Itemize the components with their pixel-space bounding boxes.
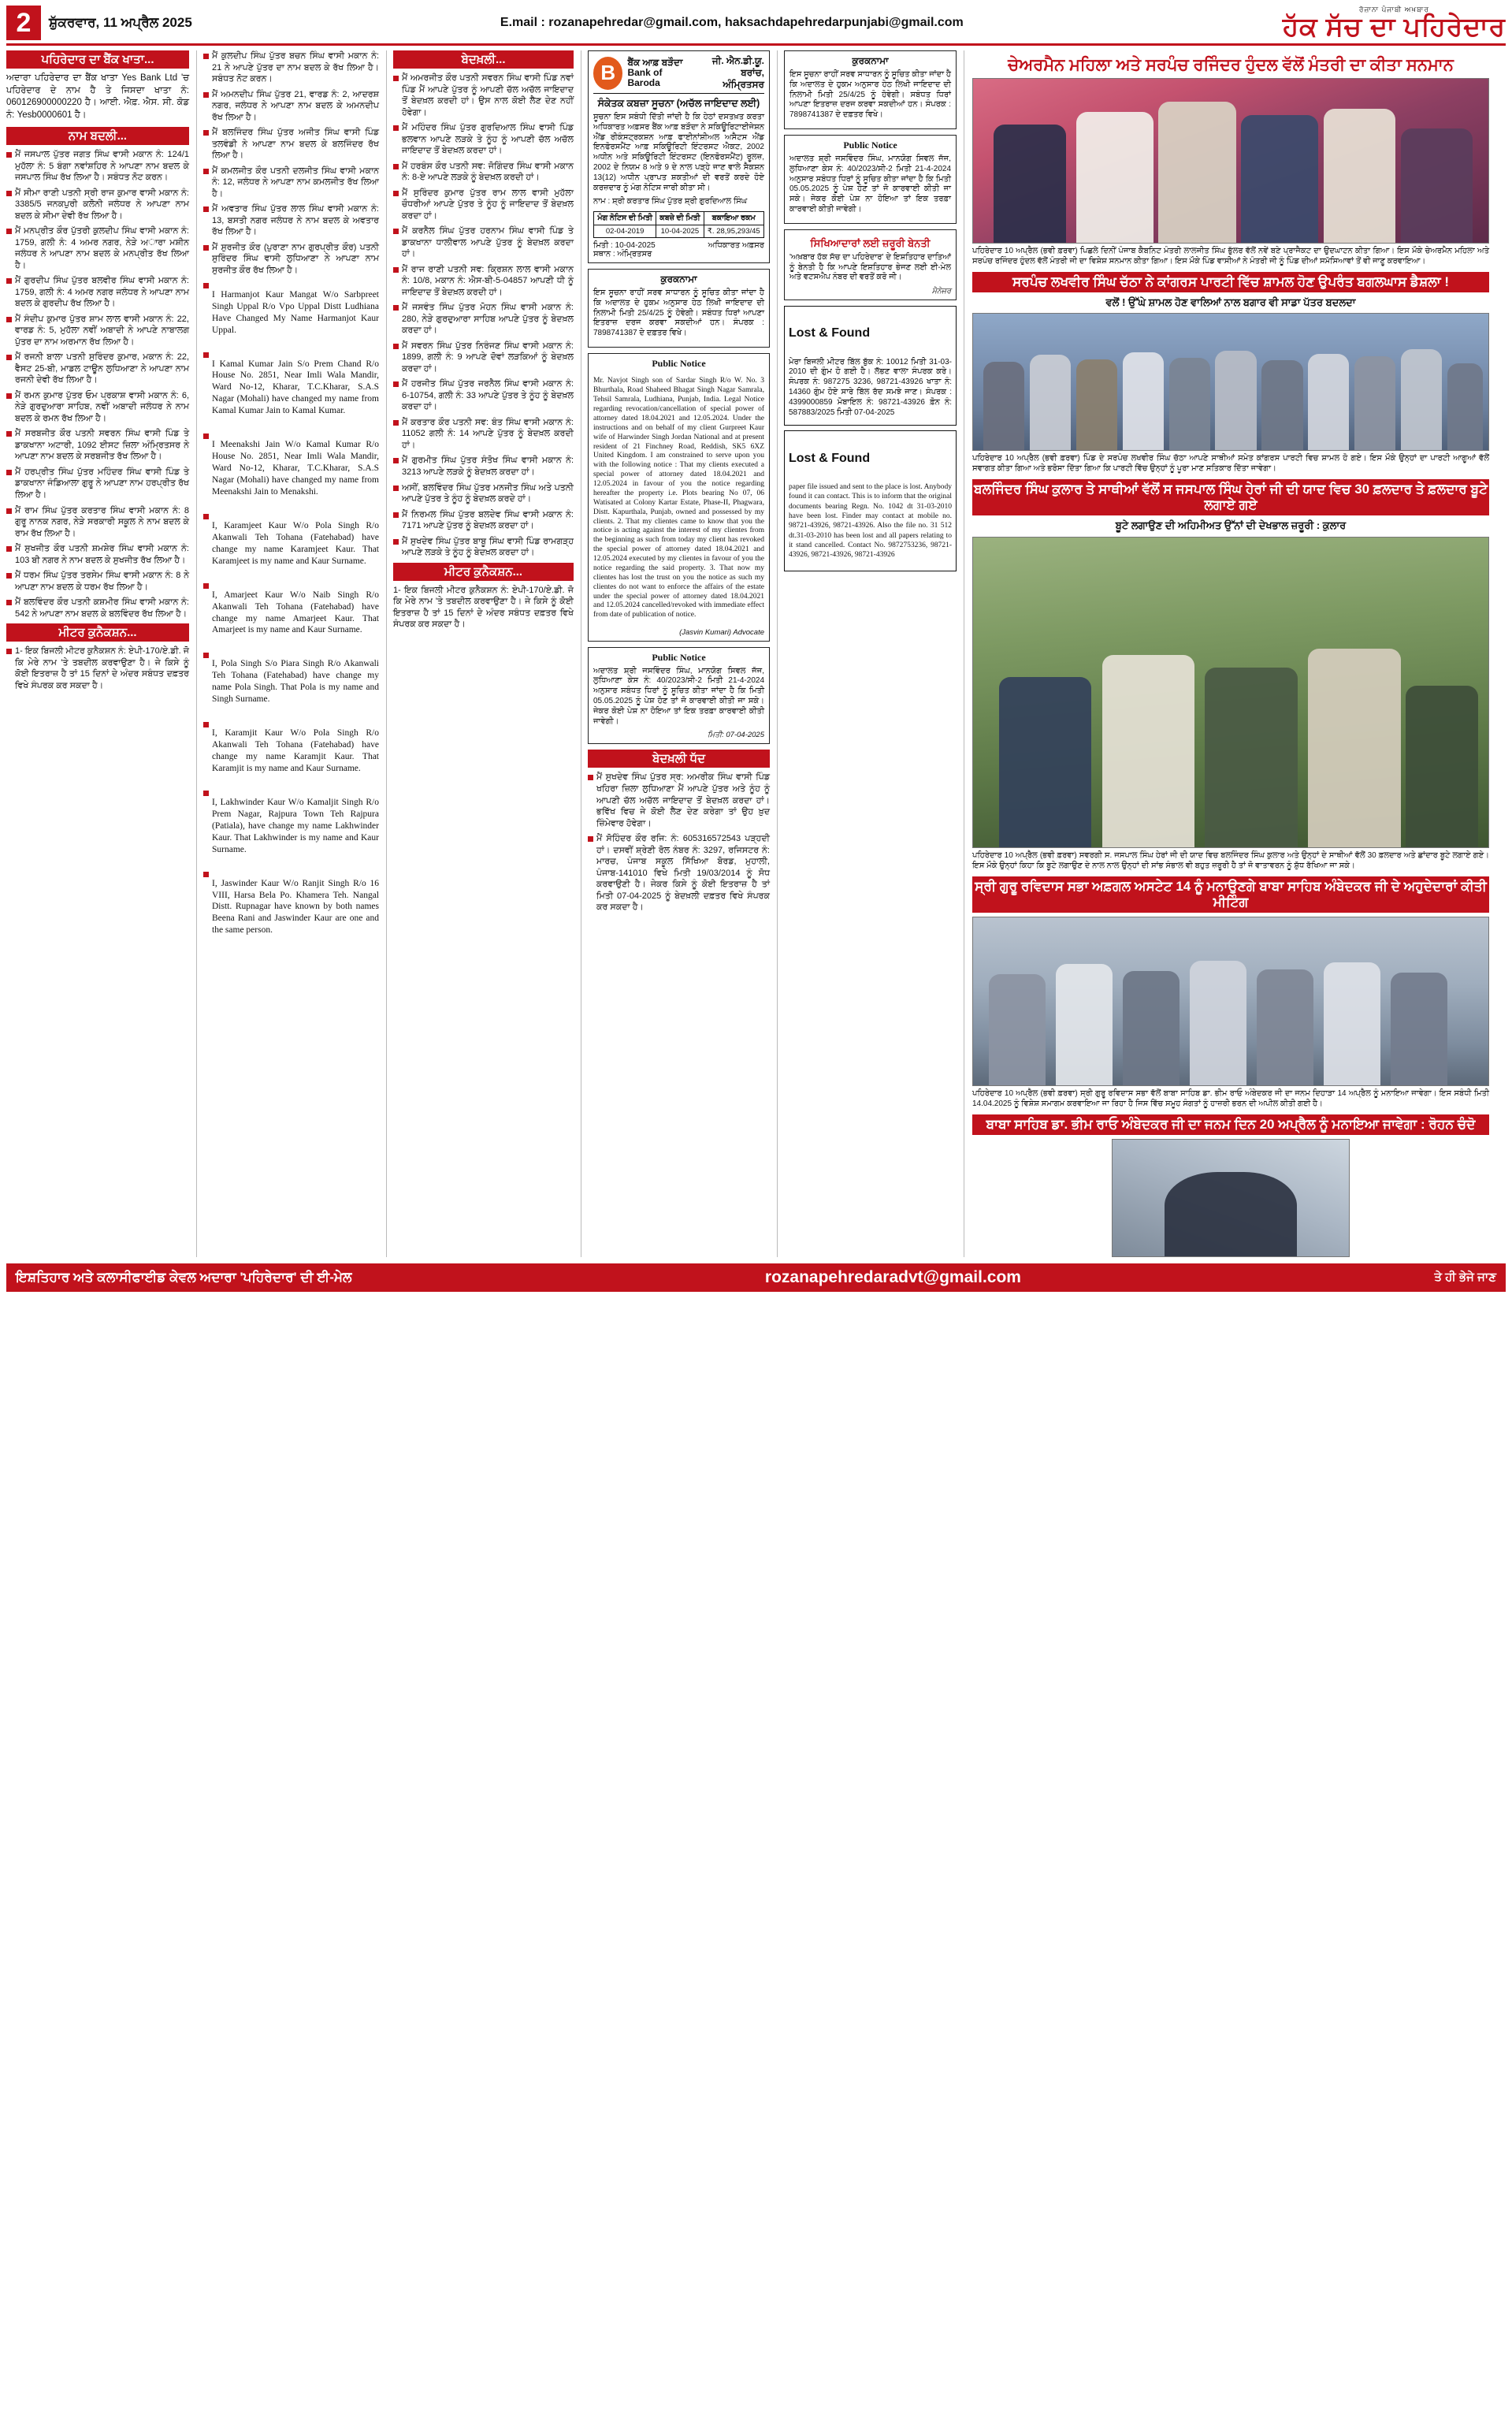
- bullet-icon: [6, 152, 12, 158]
- list-item: ਮੈਂ ਸੁਖਜੀਤ ਕੌਰ ਪਤਨੀ ਸ਼ਮਸ਼ੇਰ ਸਿੰਘ ਵਾਸੀ ਮਕਾਨ ਨੰ: 103 ਬੀ ਨਗਰ ਨੇ ਨਾਮ ਬਦਲ ਕੇ ਸੁਖਜੀਤ ਰੱਖ ਲਿਆ ਹੈ।: [6, 543, 189, 566]
- bullet-icon: [6, 649, 12, 654]
- advertiser-request-sign: ਮੈਨੇਜਰ: [931, 287, 951, 296]
- photo-figures: [973, 79, 1488, 243]
- page-number-badge: 2: [6, 6, 41, 40]
- public-notice-1: [588, 353, 770, 642]
- notice-body: ਅਦਾਲਤ ਸ਼੍ਰੀ ਜਸਵਿੰਦਰ ਸਿੰਘ, ਮਾਨਯੋਗ ਸਿਵਲ ਜੱਜ, ਲੁਧਿਆਣਾ ਕੇਸ ਨੰ: 40/2023/ਸੀ-2 ਮਿਤੀ 21-4-2024 ਅਨੁਸਾਰ ਸਬੰਧਤ ਧਿਰਾਂ ਨੂੰ ਸੂਚਿਤ ਕੀਤਾ ਜਾਂਦਾ ਹੈ ਕਿ ਮਿਤੀ 05.05.2025 ਨੂੰ ਪੇਸ਼ ਹੋਣ ਤਾਂ ਜੋ ਕਾਰਵਾਈ ਕੀਤੀ ਜਾ ਸਕੇ। ਜੇਕਰ ਕੋਈ ਪੇਸ਼ ਨਾ ਹੋਇਆ ਤਾਂ ਇਕ ਤਰਫ਼ਾ ਕਾਰਵਾਈ ਕੀਤੀ ਜਾਵੇਗੀ।: [593, 666, 764, 726]
- list-item: ਮੈਂ ਸੁਖਦੇਵ ਸਿੰਘ ਪੁੱਤਰ ਬਾਬੂ ਸਿੰਘ ਵਾਸੀ ਪਿੰਡ ਰਾਮਗੜ੍ਹ ਆਪਣੇ ਲੜਕੇ ਤੇ ਨੂੰਹ ਨੂੰ ਬੇਦਖ਼ਲ ਕਰਦਾ ਹਾਂ।: [393, 536, 574, 559]
- bank-notice-body: ਸੂਚਨਾ ਇਸ ਸਬੰਧੀ ਦਿੱਤੀ ਜਾਂਦੀ ਹੈ ਕਿ ਹੇਠਾਂ ਦਸਤਖ਼ਤ ਕਰਤਾ ਅਧਿਕਾਰਤ ਅਫ਼ਸਰ ਬੈਂਕ ਆਫ਼ ਬੜੌਦਾ ਨੇ ਸਕਿਊਰਿਟਾਈਜੇਸ਼ਨ ਐਂਡ ਰੀਕੰਸਟ੍ਰਕਸ਼ਨ ਆਫ਼ ਫਾਈਨਾਂਸ਼ੀਅਲ ਅਸੈਟਸ ਐਂਡ ਇਨਫੋਰਸਮੈਂਟ ਆਫ਼ ਸਕਿਊਰਿਟੀ ਇੰਟਰਸਟ ਐਕਟ, 2002 ਅਧੀਨ ਅਤੇ ਸਕਿਊਰਿਟੀ ਇੰਟਰਸਟ (ਇਨਫੋਰਸਮੈਂਟ) ਰੂਲਜ਼, 2002 ਦੇ ਨਿਯਮ 8 ਅਤੇ 9 ਦੇ ਨਾਲ ਪੜ੍ਹੇ ਜਾਣ ਵਾਲੇ ਸੈਕਸ਼ਨ 13(12) ਅਧੀਨ ਪ੍ਰਾਪਤ ਸ਼ਕਤੀਆਂ ਦੀ ਵਰਤੋਂ ਕਰਦੇ ਹੋਏ ਕਰਜ਼ਦਾਰ ਨੂੰ ਮੰਗ ਨੋਟਿਸ ਜਾਰੀ ਕੀਤਾ ਸੀ।: [593, 113, 764, 192]
- bank-name-en: Bank of Baroda: [627, 66, 663, 89]
- col-possession-date: ਕਬਜ਼ੇ ਦੀ ਮਿਤੀ: [656, 212, 704, 225]
- photo-figures: [1113, 1140, 1349, 1256]
- story-1-headline: ਸਰਪੰਚ ਲਖਵੀਰ ਸਿੰਘ ਚੱਠਾ ਨੇ ਕਾਂਗਰਸ ਪਾਰਟੀ ਵਿੱਚ ਸ਼ਾਮਲ ਹੋਣ ਉਪਰੰਤ ਬਗਲਘਾਸ ਡੈਸ਼ਲਾ !: [972, 272, 1489, 292]
- bullet-icon: [203, 583, 209, 589]
- list-item-en: I Harmanjot Kaur Mangat W/o Sarbpreet Singh Uppal R/o Vpo Uppal Distt Ludhiana Have Changed My Name Harmanjot Kaur Uppal.: [203, 280, 379, 345]
- masthead-email: E.mail : rozanapehredar@gmail.com, haksachdapehredarpunjabi@gmail.com: [500, 15, 964, 29]
- list-item: ਮੈਂ ਬਲਜਿੰਦਰ ਸਿੰਘ ਪੁੱਤਰ ਅਜੀਤ ਸਿੰਘ ਵਾਸੀ ਪਿੰਡ ਤਲਵੰਡੀ ਨੇ ਆਪਣਾ ਨਾਮ ਬਦਲ ਕੇ ਬਲਜਿੰਦਰ ਰੱਖ ਲਿਆ ਹੈ।: [203, 127, 379, 162]
- bullet-icon: [393, 420, 399, 426]
- bullet-icon: [6, 355, 12, 360]
- bullet-icon: [393, 486, 399, 491]
- logo-text: ਹੱਕ ਸੱਚ ਦਾ ਪਹਿਰੇਦਾਰ: [1282, 11, 1506, 41]
- list-item: ਮੈਂ ਸਵਰਨ ਸਿੰਘ ਪੁੱਤਰ ਨਿਰੰਜਣ ਸਿੰਘ ਵਾਸੀ ਮਕਾਨ ਨੰ: 1899, ਗਲੀ ਨੰ: 9 ਆਪਣੇ ਦੋਵਾਂ ਲੜਕਿਆਂ ਨੂੰ ਬੇਦਖ਼ਲ ਕਰਦਾ ਹਾਂ।: [393, 340, 574, 375]
- bullet-icon: [6, 573, 12, 579]
- list-item-en: I, Karamjit Kaur W/o Pola Singh R/o Akanwali Teh Tohana (Fatehabad) have change my name Karamjit Kaur. That Karamjit is my name and Kaur Surname.: [203, 719, 379, 784]
- lost-found-title: Lost & Found: [789, 326, 871, 340]
- list-item: ਮੈਂ ਰਜਨੀ ਬਾਲਾ ਪਤਨੀ ਸੁਰਿੰਦਰ ਕੁਮਾਰ, ਮਕਾਨ ਨੰ: 22, ਵੈਸਟ 25-ਬੀ, ਮਾਡਲ ਟਾਊਨ ਲੁਧਿਆਣਾ ਨੇ ਆਪਣਾ ਨਾਮ ਰਜਨੀ ਦੇਵੀ ਰੱਖ ਲਿਆ ਹੈ।: [6, 352, 189, 386]
- masthead: [6, 5, 1506, 46]
- page-footer: [6, 1263, 1506, 1292]
- bullet-icon: [203, 54, 209, 59]
- lost-and-found-en: [784, 430, 957, 571]
- list-item: ਮੈਂ ਜਸਵੰਤ ਸਿੰਘ ਪੁੱਤਰ ਮੋਹਨ ਸਿੰਘ ਵਾਸੀ ਮਕਾਨ ਨੰ: 280, ਨੇੜੇ ਗੁਰਦੁਆਰਾ ਸਾਹਿਬ ਆਪਣੇ ਪੁੱਤਰ ਨੂੰ ਬੇਦਖ਼ਲ ਕਰਦਾ ਹਾਂ।: [393, 302, 574, 337]
- bank-name-pa: ਬੈਂਕ ਆਫ਼ ਬੜੌਦਾ: [627, 56, 683, 68]
- story-4-photo: [1112, 1139, 1350, 1257]
- list-item: ਮੈਂ ਅਮਨਦੀਪ ਸਿੰਘ ਪੁੱਤਰ 21, ਵਾਰਡ ਨੰ: 2, ਆਦਰਸ਼ ਨਗਰ, ਜਲੰਧਰ ਨੇ ਆਪਣਾ ਨਾਮ ਬਦਲ ਕੇ ਅਮਨਦੀਪ ਰੱਖ ਲਿਆ ਹੈ।: [203, 89, 379, 124]
- notice-title: ਕੁਰਕਨਾਮਾ: [852, 55, 889, 66]
- list-item: ਮੈਂ ਹਰਬੰਸ ਕੌਰ ਪਤਨੀ ਸਵ: ਜੋਗਿੰਦਰ ਸਿੰਘ ਵਾਸੀ ਮਕਾਨ ਨੰ: 8-ਏ ਆਪਣੇ ਲੜਕੇ ਨੂੰ ਬੇਦਖ਼ਲ ਕਰਦੀ ਹਾਂ।: [393, 161, 574, 184]
- list-item: ਮੈਂ ਸੁਰਿੰਦਰ ਕੁਮਾਰ ਪੁੱਤਰ ਰਾਮ ਲਾਲ ਵਾਸੀ ਮੁਹੱਲਾ ਚੌਧਰੀਆਂ ਆਪਣੇ ਪੁੱਤਰ ਤੇ ਨੂੰਹ ਨੂੰ ਜਾਇਦਾਦ ਤੋਂ ਬੇਦਖ਼ਲ ਕਰਦਾ ਹਾਂ।: [393, 188, 574, 222]
- list-item: ਮੈਂ ਸੰਦੀਪ ਕੁਮਾਰ ਪੁੱਤਰ ਸ਼ਾਮ ਲਾਲ ਵਾਸੀ ਮਕਾਨ ਨੰ: 22, ਵਾਰਡ ਨੰ: 5, ਮੁਹੱਲਾ ਨਵੀਂ ਅਬਾਦੀ ਨੇ ਆਪਣੇ ਨਾਬਾਲਗ ਪੁੱਤਰ ਦਾ ਨਾਮ ਅਰਮਾਨ ਰੱਖ ਲਿਆ ਹੈ।: [6, 314, 189, 348]
- list-item: ਮੈਂ ਬਲਵਿੰਦਰ ਕੌਰ ਪਤਨੀ ਕਸ਼ਮੀਰ ਸਿੰਘ ਵਾਸੀ ਮਕਾਨ ਨੰ: 542 ਨੇ ਆਪਣਾ ਨਾਮ ਬਦਲ ਕੇ ਬਲਵਿੰਦਰ ਰੱਖ ਲਿਆ ਹੈ।: [6, 597, 189, 619]
- list-item: ਮੈਂ ਰਮਨ ਕੁਮਾਰ ਪੁੱਤਰ ਓਮ ਪ੍ਰਕਾਸ਼ ਵਾਸੀ ਮਕਾਨ ਨੰ: 6, ਨੇੜੇ ਗੁਰਦੁਆਰਾ ਸਾਹਿਬ, ਨਵੀਂ ਅਬਾਦੀ ਜਲੰਧਰ ਨੇ ਨਾਮ ਬਦਲ ਕੇ ਰਮਨ ਰੱਖ ਲਿਆ ਹੈ।: [6, 390, 189, 425]
- bank-signature: ਅਧਿਕਾਰਤ ਅਫ਼ਸਰ: [708, 240, 764, 250]
- bank-notice-table: [593, 211, 764, 238]
- bullet-icon: [393, 191, 399, 196]
- bullet-icon: [203, 433, 209, 439]
- notice-body: ਅਦਾਲਤ ਸ਼੍ਰੀ ਜਸਵਿੰਦਰ ਸਿੰਘ, ਮਾਨਯੋਗ ਸਿਵਲ ਜੱਜ, ਲੁਧਿਆਣਾ ਕੇਸ ਨੰ: 40/2023/ਸੀ-2 ਮਿਤੀ 21-4-2024 ਅਨੁਸਾਰ ਸਬੰਧਤ ਧਿਰਾਂ ਨੂੰ ਸੂਚਿਤ ਕੀਤਾ ਜਾਂਦਾ ਹੈ ਕਿ ਮਿਤੀ 05.05.2025 ਨੂੰ ਪੇਸ਼ ਹੋਣ ਤਾਂ ਜੋ ਕਾਰਵਾਈ ਕੀਤੀ ਜਾ ਸਕੇ। ਜੇਕਰ ਕੋਈ ਪੇਸ਼ ਨਾ ਹੋਇਆ ਤਾਂ ਇਕ ਤਰਫ਼ਾ ਕਾਰਵਾਈ ਕੀਤੀ ਜਾਵੇਗੀ।: [789, 154, 951, 214]
- advertiser-request-title: ਸਿਖਿਆਦਾਰਾਂ ਲਈ ਜ਼ਰੂਰੀ ਬੇਨਤੀ: [810, 236, 931, 249]
- story-1-subhead: ਵਲੋਂ ! ਉੱਘੇ ਸ਼ਾਮਲ ਹੋਣ ਵਾਲਿਆਂ ਨਾਲ ਬਗਾਰ ਵੀ ਸਾਡਾ ਪੱਤਰ ਬਦਲਦਾ: [1105, 296, 1356, 309]
- column-2: [196, 50, 379, 1257]
- bullet-icon: [6, 546, 12, 552]
- col-demand-date: ਮੰਗ ਨੋਟਿਸ ਦੀ ਮਿਤੀ: [594, 212, 656, 225]
- bank-branch: ਜੀ. ਐਨ.ਡੀ.ਯੂ. ਬਰਾਂਚ, ਅੰਮ੍ਰਿਤਸਰ: [711, 55, 764, 90]
- notice-body: Mr. Navjot Singh son of Sardar Singh R/o W. No. 3 Bhurthala, Road Shaheed Bhagat Singh Nagar Samrala, Tehsil Samrala, Ludhiana, Punjab, India. Legal Notice regarding revocation/cancellation of special power of attorney dated 18.04.2021 and 12.05.2024. Under the instructions and on behalf of my client Gurpreet Kaur wife of Harwinder Singh Jordan National and at present resident of 21 Finchney Road, Reddish, SK5 6XZ United Kingdom. I am constrained to serve upon you with the following notice : That my clients executed a special power of attorney dated 18.04.2021 and 12.05.2024 in favour of you the notice regarding hereafter the property i.e. Plots bearing No 07, 06 Watisated at Colony Kartar Estate, Phase-II, Phagwara, Distt. Kapurthala, Punjab, owned and possessed by my clients. 2. That my clientes came to know that you the notice is acting against the interest of my clientes from the beginning as such from today my client has revoked the special power of attorney dated 18.04.2021 and 12.05.2024 executed by my clientes in favour of you the notice regarding the said property. 3. That now my clientes has lost the trust on you the notice as such my clientes do not want to enforce the affairs of the estate under the special power of attorney dated 18.04.2021 and 12.05.2024 cancelled/revoked with immediate effect from date of publication of notice.: [593, 377, 764, 619]
- bank-date: ਮਿਤੀ : 10-04-2025: [593, 240, 656, 250]
- bullet-icon: [393, 164, 399, 169]
- column-3: [386, 50, 574, 1257]
- list-item: ਮੈਂ ਹਰਜੀਤ ਸਿੰਘ ਪੁੱਤਰ ਜਰਨੈਲ ਸਿੰਘ ਵਾਸੀ ਮਕਾਨ ਨੰ: 6-10754, ਗਲੀ ਨੰ: 33 ਆਪਣੇ ਪੁੱਤਰ ਤੇ ਨੂੰਹ ਨੂੰ ਬੇਦਖ਼ਲ ਕਰਦਾ ਹਾਂ।: [393, 378, 574, 413]
- photo-figures: [973, 314, 1488, 450]
- bank-logo-icon: B: [593, 57, 622, 90]
- story-3-photo: [972, 917, 1489, 1086]
- list-item-en: I, Karamjeet Kaur W/o Pola Singh R/o Akanwali Teh Tohana (Fatehabad) have change my name Karamjeet Kaur. That Karamjeet is my name and Kaur Surname.: [203, 511, 379, 576]
- column-4: [581, 50, 770, 1257]
- bullet-icon: [393, 539, 399, 545]
- column-5: [777, 50, 957, 1257]
- col1-header: ਪਹਿਰੇਦਾਰ ਦਾ ਬੈਂਕ ਖਾਤਾ...: [6, 50, 189, 69]
- publication-date: ਸ਼ੁੱਕਰਵਾਰ, 11 ਅਪ੍ਰੈਲ 2025: [49, 14, 192, 30]
- bullet-icon: [6, 600, 12, 605]
- lost-and-found-pa: [784, 306, 957, 426]
- bullet-icon: [203, 130, 209, 136]
- footer-email: rozanapehredaradvt@gmail.com: [764, 1267, 1021, 1286]
- story-2-caption: ਪਹਿਰੇਦਾਰ 10 ਅਪ੍ਰੈਲ (ਭਵੀ ਫ਼ਰਵਾ) ਸਵਰਗੀ ਸ. ਜਸਪਾਲ ਸਿੰਘ ਹੇਰਾਂ ਜੀ ਦੀ ਯਾਦ ਵਿਚ ਬਲਜਿੰਦਰ ਸਿੰਘ ਕੁਲਾਰ ਅਤੇ ਉਨ੍ਹਾਂ ਦੇ ਸਾਥੀਆਂ ਵੱਲੋਂ 30 ਫ਼ਲਦਾਰ ਅਤੇ ਛਾਂਦਾਰ ਬੂਟੇ ਲਗਾਏ ਗਏ। ਇਸ ਮੌਕੇ ਉਨ੍ਹਾਂ ਕਿਹਾ ਕਿ ਬੂਟੇ ਲਗਾਉਣ ਦੇ ਨਾਲ ਨਾਲ ਉਨ੍ਹਾਂ ਦੀ ਸਾਂਭ ਸੰਭਾਲ ਵੀ ਬਹੁਤ ਜ਼ਰੂਰੀ ਹੈ ਤਾਂ ਜੋ ਵਾਤਾਵਰਨ ਨੂੰ ਸ਼ੁੱਧ ਰੱਖਿਆ ਜਾ ਸਕੇ।: [972, 850, 1489, 870]
- footer-left: ਇਸ਼ਤਿਹਾਰ ਅਤੇ ਕਲਾਸੀਫਾਈਡ ਕੇਵਲ ਅਦਾਰਾ 'ਪਹਿਰੇਦਾਰ' ਦੀ ਈ-ਮੇਲ: [16, 1269, 352, 1285]
- footer-right: ਤੇ ਹੀ ਭੇਜੇ ਜਾਣ: [1434, 1271, 1496, 1285]
- bank-name: [627, 58, 689, 89]
- bullet-icon: [6, 317, 12, 322]
- col4-footer-header: ਬੇਦਖ਼ਲੀ ਧੱਦ: [588, 750, 770, 768]
- list-item: ਮੈਂ ਕਰਨੈਲ ਸਿੰਘ ਪੁੱਤਰ ਹਰਨਾਮ ਸਿੰਘ ਵਾਸੀ ਪਿੰਡ ਤੇ ਡਾਕਖਾਨਾ ਧਾਲੀਵਾਲ ਆਪਣੇ ਪੁੱਤਰ ਨੂੰ ਬੇਦਖ਼ਲ ਕਰਦਾ ਹਾਂ।: [393, 225, 574, 260]
- list-item: ਮੈਂ ਮਨਪ੍ਰੀਤ ਕੌਰ ਪੁੱਤਰੀ ਕੁਲਦੀਪ ਸਿੰਘ ਵਾਸੀ ਮਕਾਨ ਨੰ: 1759, ਗਲੀ ਨੰ: 4 ਅਮਰ ਨਗਰ, ਨੇੜੇ ਅਾਰਾ ਮਸ਼ੀਨ ਜਲੰਧਰ ਨੇ ਆਪਣਾ ਨਾਮ ਬਦਲ ਕੇ ਮਨਪ੍ਰੀਤ ਰੱਖ ਲਿਆ ਹੈ।: [6, 225, 189, 271]
- notice-title: Public Notice: [652, 651, 706, 663]
- notice-board-0: [784, 50, 957, 129]
- notice-signature: (Jasvin Kumari) Advocate: [679, 627, 764, 637]
- notice-board-1: [784, 135, 957, 224]
- bullet-icon: [393, 125, 399, 131]
- bullet-icon: [6, 431, 12, 437]
- notice-body: ਇਸ ਸੂਚਨਾ ਰਾਹੀਂ ਸਰਵ ਸਾਧਾਰਨ ਨੂੰ ਸੂਚਿਤ ਕੀਤਾ ਜਾਂਦਾ ਹੈ ਕਿ ਅਦਾਲਤ ਦੇ ਹੁਕਮ ਅਨੁਸਾਰ ਹੇਠ ਲਿਖੀ ਜਾਇਦਾਦ ਦੀ ਨਿਲਾਮੀ ਮਿਤੀ 25/4/25 ਨੂੰ ਹੋਵੇਗੀ। ਸਬੰਧਤ ਧਿਰਾਂ ਆਪਣਾ ਇਤਰਾਜ਼ ਦਰਜ ਕਰਵਾ ਸਕਦੀਆਂ ਹਨ। ਸੰਪਰਕ : 7898741387 ਦੇ ਦਫ਼ਤਰ ਵਿਖੇ।: [593, 288, 764, 338]
- bullet-icon: [393, 267, 399, 273]
- bullet-icon: [6, 191, 12, 196]
- bank-header: [593, 55, 764, 94]
- meter-connection-note: 1- ਇਕ ਬਿਜਲੀ ਮੀਟਰ ਕੁਨੈਕਸ਼ਨ ਨੰ: ਏਪੀ-170/ਏ.ਡੀ. ਜੋ ਕਿ ਮੇਰੇ ਨਾਮ 'ਤੇ ਤਬਦੀਲ ਕਰਵਾਉਣਾ ਹੈ। ਜੇ ਕਿਸੇ ਨੂੰ ਕੋਈ ਇਤਰਾਜ਼ ਹੈ ਤਾਂ 15 ਦਿਨਾਂ ਦੇ ਅੰਦਰ ਸਬੰਧਤ ਦਫ਼ਤਰ ਵਿਖੇ ਸੰਪਰਕ ਕਰ ਸਕਦਾ ਹੈ।: [393, 585, 574, 630]
- notice-title: Public Notice: [652, 357, 706, 369]
- bullet-icon: [588, 836, 593, 842]
- bullet-icon: [393, 381, 399, 387]
- lost-found-body: ਮੇਰਾ ਬਿਜਲੀ ਮੀਟਰ ਬਿੱਲ ਬੁੱਕ ਨੰ: 10012 ਮਿਤੀ 31-03-2010 ਦੀ ਗੁੰਮ ਹੋ ਗਈ ਹੈ। ਲੱਭਣ ਵਾਲਾ ਸੰਪਰਕ ਕਰੇ। ਸੰਪਰਕ ਨੰ: 987275 3236, 98721-43926 ਖਾਤਾ ਨੰ: 14360 ਗੁੰਮ ਹੋਏ ਸਾਰੇ ਬਿੱਲ ਰੱਦ ਸਮਝੇ ਜਾਣ। ਸੰਪਰਕ : 4399000859 ਮੋਬਾਇਲ ਨੰ: 98721-43926 ਫ਼ੋਨ ਨੰ: 587883/2025 ਮਿਤੀ 07-04-2025: [789, 357, 952, 417]
- bank-notice: [588, 50, 770, 263]
- notice-title: ਕੁਰਕਨਾਮਾ: [660, 273, 697, 285]
- bullet-icon: [203, 92, 209, 98]
- story-2-headline: ਬਲਜਿੰਦਰ ਸਿੰਘ ਕੁਲਾਰ ਤੇ ਸਾਥੀਆਂ ਵੱਲੋਂ ਸ ਜਸਪਾਲ ਸਿੰਘ ਹੇਰਾਂ ਜੀ ਦੀ ਯਾਦ ਵਿਚ 30 ਫ਼ਲਦਾਰ ਤੇ ਫ਼ਲਦਾਰ ਬੂਟੇ ਲਗਾਏ ਗਏ: [972, 479, 1489, 515]
- advertiser-request: [784, 229, 957, 300]
- story-4-headline: ਬਾਬਾ ਸਾਹਿਬ ਡਾ. ਭੀਮ ਰਾਓ ਅੰਬੇਦਕਰ ਜੀ ਦਾ ਜਨਮ ਦਿਨ 20 ਅਪ੍ਰੈਲ ਨੂੰ ਮਨਾਇਆ ਜਾਵੇਗਾ : ਰੋਹਨ ਚੰਦੋ: [972, 1114, 1489, 1135]
- bullet-icon: [393, 229, 399, 234]
- story-0-caption: ਪਹਿਰੇਦਾਰ 10 ਅਪ੍ਰੈਲ (ਭਵੀ ਫ਼ਰਵਾ) ਪਿਛਲੇ ਦਿਨੀਂ ਪੰਜਾਬ ਕੈਬਨਿਟ ਮੰਤਰੀ ਲਾਲਜੀਤ ਸਿੰਘ ਭੁੱਲਰ ਵੱਲੋਂ ਨਵੇਂ ਬਣੇ ਪ੍ਰਾਜੈਕਟ ਦਾ ਉਦਘਾਟਨ ਕੀਤਾ ਗਿਆ। ਇਸ ਮੌਕੇ ਚੇਅਰਮੈਨ ਮਹਿਲਾ ਅਤੇ ਸਰਪੰਚ ਰਜਿੰਦਰ ਹੁੰਦਲ ਵੱਲੋਂ ਮੰਤਰੀ ਜੀ ਦਾ ਵਿਸ਼ੇਸ਼ ਸਨਮਾਨ ਕੀਤਾ ਗਿਆ। ਇਸ ਮੌਕੇ ਪਿੰਡ ਵਾਸੀਆਂ ਨੇ ਮੰਤਰੀ ਜੀ ਨੂੰ ਪਿੰਡ ਦੀਆਂ ਸਮੱਸਿਆਵਾਂ ਤੋਂ ਵੀ ਜਾਣੂ ਕਰਵਾਇਆ।: [972, 247, 1489, 266]
- list-item-en: I, Lakhwinder Kaur W/o Kamaljit Singh R/o Prem Nagar, Rajpura Town Teh Rajpura (Patiala), have change my name Lakhwinder Kaur. That Lakhwinder is my name and Kaur Surname.: [203, 787, 379, 865]
- list-item: ਮੈਂ ਜਸਪਾਲ ਪੁੱਤਰ ਜਗਤ ਸਿੰਘ ਵਾਸੀ ਮਕਾਨ ਨੰ: 124/1 ਮੁਹੱਲਾ ਨੰ: 5 ਬੰਗਾ ਨਵਾਂਸ਼ਹਿਰ ਨੇ ਆਪਣਾ ਨਾਮ ਬਦਲ ਕੇ ਜਸਪਾਲ ਸਿੰਘ ਰੱਖ ਲਿਆ ਹੈ। ਸਬੰਧਤ ਨੋਟ ਕਰਨ।: [6, 149, 189, 184]
- list-item: ਮੈਂ ਸੀਮਾ ਰਾਣੀ ਪਤਨੀ ਸ੍ਰੀ ਰਾਜ ਕੁਮਾਰ ਵਾਸੀ ਮਕਾਨ ਨੰ: 3385/5 ਜਨਕਪੁਰੀ ਕਲੋਨੀ ਜਲੰਧਰ ਨੇ ਆਪਣਾ ਨਾਮ ਬਦਲ ਕੇ ਸੀਮਾ ਦੇਵੀ ਰੱਖ ਲਿਆ ਹੈ।: [6, 188, 189, 222]
- notice-body: ਇਸ ਸੂਚਨਾ ਰਾਹੀਂ ਸਰਵ ਸਾਧਾਰਨ ਨੂੰ ਸੂਚਿਤ ਕੀਤਾ ਜਾਂਦਾ ਹੈ ਕਿ ਅਦਾਲਤ ਦੇ ਹੁਕਮ ਅਨੁਸਾਰ ਹੇਠ ਲਿਖੀ ਜਾਇਦਾਦ ਦੀ ਨਿਲਾਮੀ ਮਿਤੀ 25/4/25 ਨੂੰ ਹੋਵੇਗੀ। ਸਬੰਧਤ ਧਿਰਾਂ ਆਪਣਾ ਇਤਰਾਜ਼ ਦਰਜ ਕਰਵਾ ਸਕਦੀਆਂ ਹਨ। ਸੰਪਰਕ : 7898741387 ਦੇ ਦਫ਼ਤਰ ਵਿਖੇ।: [789, 70, 951, 120]
- list-item: ਮੈਂ ਸੁਖਦੇਵ ਸਿੰਘ ਪੁੱਤਰ ਸ੍ਰ: ਅਮਰੀਕ ਸਿੰਘ ਵਾਸੀ ਪਿੰਡ ਖਹਿਰਾ ਜ਼ਿਲਾ ਲੁਧਿਆਣਾ ਮੈਂ ਆਪਣੇ ਪੁੱਤਰ ਅਤੇ ਨੂੰਹ ਨੂੰ ਆਪਣੀ ਚੱਲ ਅਚੱਲ ਜਾਇਦਾਦ ਤੋਂ ਬੇਦਖ਼ਲ ਕਰਦਾ ਹਾਂ। ਭਵਿੱਖ ਵਿਚ ਜੇ ਕੋਈ ਲੈਣ ਦੇਣ ਕਰੇਗਾ ਤਾਂ ਉਹ ਖ਼ੁਦ ਜ਼ਿੰਮੇਵਾਰ ਹੋਵੇਗਾ।: [588, 772, 770, 829]
- bank-footer: [593, 241, 764, 259]
- table-header-row: [594, 212, 764, 225]
- bullet-icon: [6, 393, 12, 399]
- list-item-en: I Meenakshi Jain W/o Kamal Kumar R/o House No. 2851, Near Imli Wala Mandir, Ward No-12, Kharar, T.C.Kharar, S.A.S Nagar (Mohali) have changed my name from Meenakshi Jain to Menakshi.: [203, 430, 379, 508]
- lost-found-body: paper file issued and sent to the place is lost. Anybody found it can contact. This is to inform that the original documents bearing Regn. No. 1042 dt 31-03-2010 have been lost. Finder may contact at mobile no. 98721-43926, 98721-43926. Also the file no. 31 512 dt.31-03-2010 has been lost and all papers relating to it stand cancelled. Contact No. 9872753236, 98721-43926, 98721-43926, 98721-43926: [789, 483, 952, 560]
- story-3-headline: ਸ੍ਰੀ ਗੁਰੂ ਰਵਿਦਾਸ ਸਭਾ ਅਫ਼ਗਲ ਅਸਟੇਟ 14 ਨੂੰ ਮਨਾਉਣਗੇ ਬਾਬਾ ਸਾਹਿਬ ਅੰਬੇਦਕਰ ਜੀ ਦੇ ਅਹੁਦੇਦਾਰਾਂ ਕੀਤੀ ਮੀਟਿੰਗ: [972, 876, 1489, 913]
- list-item: ਮੈਂ ਕਰਤਾਰ ਕੌਰ ਪਤਨੀ ਸਵ: ਬੰਤ ਸਿੰਘ ਵਾਸੀ ਮਕਾਨ ਨੰ: 11052 ਗਲੀ ਨੰ: 14 ਆਪਣੇ ਪੁੱਤਰ ਨੂੰ ਬੇਦਖ਼ਲ ਕਰਦੀ ਹਾਂ।: [393, 417, 574, 452]
- bullet-icon: [393, 458, 399, 463]
- list-item: ਮੈਂ ਰਾਮ ਸਿੰਘ ਪੁੱਤਰ ਕਰਤਾਰ ਸਿੰਘ ਵਾਸੀ ਮਕਾਨ ਨੰ: 8 ਗੁਰੂ ਨਾਨਕ ਨਗਰ, ਨੇੜੇ ਸਰਕਾਰੀ ਸਕੂਲ ਨੇ ਨਾਮ ਬਦਲ ਕੇ ਰਾਮ ਰੱਖ ਲਿਆ ਹੈ।: [6, 505, 189, 540]
- list-item-en: I, Amarjeet Kaur W/o Naib Singh R/o Akanwali Teh Tohana (Fatehabad) have change my name Amarjeet Kaur. That Amarjeet is my name and Kaur Surname.: [203, 580, 379, 646]
- bullet-icon: [393, 76, 399, 81]
- lost-found-title: Lost & Found: [789, 451, 871, 465]
- logo-subtitle: ਰੋਜ਼ਾਨਾ ਪੰਜਾਬੀ ਅਖ਼ਬਾਰ: [1358, 5, 1429, 13]
- photo-figures: [973, 538, 1488, 847]
- list-item: ਮੈਂ ਅਮਰਜੀਤ ਕੌਰ ਪਤਨੀ ਸਵਰਨ ਸਿੰਘ ਵਾਸੀ ਪਿੰਡ ਨਵਾਂ ਪਿੰਡ ਮੈਂ ਆਪਣੇ ਪੁੱਤਰ ਨੂੰ ਆਪਣੀ ਚੱਲ ਅਚੱਲ ਜਾਇਦਾਦ ਤੋਂ ਬੇਦਖ਼ਲ ਕਰਦੀ ਹਾਂ। ਉਸ ਨਾਲ ਕੋਈ ਲੈਣ ਦੇਣ ਨਹੀਂ ਹੋਵੇਗਾ।: [393, 73, 574, 118]
- story-1-caption: ਪਹਿਰੇਦਾਰ 10 ਅਪ੍ਰੈਲ (ਭਵੀ ਫ਼ਰਵਾ) ਪਿੰਡ ਦੇ ਸਰਪੰਚ ਲਖਵੀਰ ਸਿੰਘ ਚੱਠਾ ਆਪਣੇ ਸਾਥੀਆਂ ਸਮੇਤ ਕਾਂਗਰਸ ਪਾਰਟੀ ਵਿਚ ਸ਼ਾਮਲ ਹੋ ਗਏ। ਇਸ ਮੌਕੇ ਉਨ੍ਹਾਂ ਦਾ ਪਾਰਟੀ ਆਗੂਆਂ ਵੱਲੋਂ ਸਵਾਗਤ ਕੀਤਾ ਗਿਆ ਅਤੇ ਭਰੋਸਾ ਦਿੱਤਾ ਗਿਆ ਕਿ ਪਾਰਟੀ ਵਿੱਚ ਉਨ੍ਹਾਂ ਨੂੰ ਪੂਰਾ ਮਾਣ ਸਤਿਕਾਰ ਦਿੱਤਾ ਜਾਵੇਗਾ।: [972, 454, 1489, 474]
- list-item: ਮੈਂ ਮਹਿੰਦਰ ਸਿੰਘ ਪੁੱਤਰ ਗੁਰਦਿਆਲ ਸਿੰਘ ਵਾਸੀ ਪਿੰਡ ਭਲਵਾਨ ਆਪਣੇ ਲੜਕੇ ਤੇ ਨੂੰਹ ਨੂੰ ਆਪਣੀ ਚੱਲ ਅਚੱਲ ਜਾਇਦਾਦ ਤੋਂ ਬੇਦਖ਼ਲ ਕਰਦਾ ਹਾਂ।: [393, 122, 574, 157]
- list-item: ਮੈਂ ਕੁਲਦੀਪ ਸਿੰਘ ਪੁੱਤਰ ਬਚਨ ਸਿੰਘ ਵਾਸੀ ਮਕਾਨ ਨੰ: 21 ਨੇ ਆਪਣੇ ਪੁੱਤਰ ਦਾ ਨਾਮ ਬਦਲ ਕੇ ਰੱਖ ਲਿਆ ਹੈ। ਸਬੰਧਤ ਨੋਟ ਕਰਨ।: [203, 50, 379, 85]
- bank-place: ਸਥਾਨ : ਅੰਮ੍ਰਿਤਸਰ: [593, 249, 652, 259]
- list-item: ਮੈਂ ਅਵਤਾਰ ਸਿੰਘ ਪੁੱਤਰ ਲਾਲ ਸਿੰਘ ਵਾਸੀ ਮਕਾਨ ਨੰ: 13, ਬਸਤੀ ਨਗਰ ਜਲੰਧਰ ਨੇ ਨਾਮ ਬਦਲ ਕੇ ਅਵਤਾਰ ਰੱਖ ਲਿਆ ਹੈ।: [203, 203, 379, 238]
- column-1: [6, 50, 189, 1257]
- list-item: ਮੈਂ ਕਮਲਜੀਤ ਕੌਰ ਪਤਨੀ ਦਲਜੀਤ ਸਿੰਘ ਵਾਸੀ ਮਕਾਨ ਨੰ: 12, ਜਲੰਧਰ ਨੇ ਆਪਣਾ ਨਾਮ ਕਮਲਜੀਤ ਰੱਖ ਲਿਆ ਹੈ।: [203, 166, 379, 200]
- table-row: 02-04-2019 10-04-2025 ₹. 28,95,293/45: [594, 225, 764, 237]
- bullet-icon: [203, 169, 209, 174]
- photo-figures: [973, 917, 1488, 1085]
- bullet-icon: [203, 653, 209, 658]
- bullet-icon: [6, 278, 12, 284]
- column-news: [964, 50, 1489, 1257]
- story-2-photo: [972, 537, 1489, 848]
- list-item: ਮੈਂ ਸੋਹਿੰਦਰ ਕੌਰ ਰਜਿ: ਨੰ: 605316572543 ਪੜ੍ਹਦੀ ਹਾਂ। ਦਸਵੀਂ ਸ਼੍ਰੇਣੀ ਰੋਲ ਨੰਬਰ ਨੰ: 3297, ਰਜਿਸਟਰ ਨੰ: ਮਾਰਚ, ਪੰਜਾਬ ਸਕੂਲ ਸਿੱਖਿਆ ਬੋਰਡ, ਮੁਹਾਲੀ, ਪੰਜਾਬ-141010 ਵਿਖੇ ਮਿਤੀ 19/03/2014 ਨੂੰ ਸੋਧ ਕਰਵਾਉਣੀ ਹੈ। ਜੇਕਰ ਕਿਸੇ ਨੂੰ ਕੋਈ ਇਤਰਾਜ਼ ਹੈ ਤਾਂ ਮਿਤੀ 07-04-2025 ਨੂੰ ਬੇਦਖ਼ਲੀ ਦਫ਼ਤਰ ਵਿਖੇ ਸੰਪਰਕ ਕਰ ਸਕਦਾ ਹੈ।: [588, 833, 770, 913]
- list-item: ਮੈਂ ਰਾਜ ਰਾਣੀ ਪਤਨੀ ਸਵ: ਕ੍ਰਿਸ਼ਨ ਲਾਲ ਵਾਸੀ ਮਕਾਨ ਨੰ: 10/8, ਮਕਾਨ ਨੰ: ਐਸ-ਬੀ-5-04857 ਆਪਣੀ ਧੀ ਨੂੰ ਜਾਇਦਾਦ ਤੋਂ ਬੇਦਖ਼ਲ ਕਰਦੀ ਹਾਂ।: [393, 264, 574, 299]
- bullet-icon: [6, 508, 12, 514]
- bullet-icon: [6, 229, 12, 234]
- public-notice-2: [588, 647, 770, 745]
- col1-subheader: ਨਾਮ ਬਦਲੀ...: [6, 127, 189, 145]
- story-0-headline: ਚੇਅਰਮੈਨ ਮਹਿਲਾ ਅਤੇ ਸਰਪੰਚ ਰਜਿੰਦਰ ਹੁੰਦਲ ਵੱਲੋਂ ਮੰਤਰੀ ਦਾ ਕੀਤਾ ਸਨਮਾਨ: [1008, 56, 1454, 74]
- story-1-photo: [972, 313, 1489, 451]
- list-item-en: I Kamal Kumar Jain S/o Prem Chand R/o House No. 2851, Near Imli Wala Mandir, Ward No-12, Kharar, T.C.Kharar, S.A.S Nagar (Mohali) have changed my name from Kamal Kumar Jain to Kamal Kumar.: [203, 349, 379, 426]
- list-item: ਮੈਂ ਸਰਬਜੀਤ ਕੌਰ ਪਤਨੀ ਸਵਰਨ ਸਿੰਘ ਵਾਸੀ ਪਿੰਡ ਤੇ ਡਾਕਖਾਨਾ ਅਟਾਰੀ, 1092 ਈਸਟ ਜ਼ਿਲਾ ਅੰਮ੍ਰਿਤਸਰ ਨੇ ਆਪਣਾ ਨਾਮ ਬਦਲ ਕੇ ਸਰਬਜੀਤ ਰੱਖ ਲਿਆ ਹੈ।: [6, 428, 189, 463]
- bullet-icon: [6, 470, 12, 475]
- bullet-icon: [203, 206, 209, 212]
- col1-footer-header: ਮੀਟਰ ਕੁਨੈਕਸ਼ਨ...: [6, 623, 189, 642]
- story-2-subhead: ਬੂਟੇ ਲਗਾਉਣ ਦੀ ਅਹਿਮੀਅਤ ਉੱਨਾਂ ਦੀ ਦੇਖਭਾਲ ਜ਼ਰੂਰੀ : ਕੁਲਾਰ: [1115, 519, 1347, 532]
- col3-footer-header: ਮੀਟਰ ਕੁਨੈਕਸ਼ਨ...: [393, 563, 574, 581]
- col3-header: ਬੇਦਖ਼ਲੀ...: [393, 50, 574, 69]
- col-amount: ਬਕਾਇਆ ਰਕਮ: [704, 212, 763, 225]
- notice-title: Public Notice: [843, 139, 897, 151]
- bullet-icon: [203, 514, 209, 519]
- story-3-caption: ਪਹਿਰੇਦਾਰ 10 ਅਪ੍ਰੈਲ (ਭਵੀ ਫ਼ਰਵਾ) ਸ੍ਰੀ ਗੁਰੂ ਰਵਿਦਾਸ ਸਭਾ ਵੱਲੋਂ ਬਾਬਾ ਸਾਹਿਬ ਡਾ. ਭੀਮ ਰਾਓ ਅੰਬੇਦਕਰ ਜੀ ਦਾ ਜਨਮ ਦਿਹਾੜਾ 14 ਅਪ੍ਰੈਲ ਨੂੰ ਮਨਾਇਆ ਜਾਵੇਗਾ। ਇਸ ਸਬੰਧੀ ਮਿਤੀ 14.04.2025 ਨੂੰ ਵਿਸ਼ੇਸ਼ ਸਮਾਗਮ ਕਰਵਾਇਆ ਜਾ ਰਿਹਾ ਹੈ ਜਿਸ ਵਿੱਚ ਸਮੂਹ ਸੰਗਤਾਂ ਨੂੰ ਹਾਜ਼ਰੀ ਭਰਨ ਦੀ ਅਪੀਲ ਕੀਤੀ ਗਈ ਹੈ।: [972, 1088, 1489, 1108]
- col1-lead: ਅਦਾਰਾ ਪਹਿਰੇਦਾਰ ਦਾ ਬੈਂਕ ਖਾਤਾ Yes Bank Ltd 'ਚ ਪਹਿਰੇਦਾਰ ਦੇ ਨਾਮ ਹੈ ਤੇ ਜਿਸਦਾ ਖਾਤਾ ਨੰ: 060126900000220 ਹੈ। ਆਈ. ਐਫ਼. ਐਸ. ਸੀ. ਕੋਡ ਨੰ: Yesb0000601 ਹੈ।: [6, 73, 189, 120]
- list-item: ਮੈਂ ਸੁਰਜੀਤ ਕੌਰ (ਪੁਰਾਣਾ ਨਾਮ ਗੁਰਪ੍ਰੀਤ ਕੌਰ) ਪਤਨੀ ਸੁਰਿੰਦਰ ਸਿੰਘ ਵਾਸੀ ਲੁਧਿਆਣਾ ਨੇ ਆਪਣਾ ਨਾਮ ਸੁਰਜੀਤ ਕੌਰ ਰੱਖ ਲਿਆ ਹੈ।: [203, 242, 379, 277]
- newspaper-logo: [1272, 6, 1506, 39]
- bullet-icon: [203, 722, 209, 727]
- list-item-en: I, Jaswinder Kaur W/o Ranjit Singh R/o 16 VIII, Harsa Bela Po. Khamera Teh. Nangal Distt. Rupnagar have known by both names Beena Rani and Jaswinder Kaur are one and the same person.: [203, 869, 379, 946]
- list-item: ਮੈਂ ਹਰਪ੍ਰੀਤ ਸਿੰਘ ਪੁੱਤਰ ਮਹਿੰਦਰ ਸਿੰਘ ਵਾਸੀ ਪਿੰਡ ਤੇ ਡਾਕਖਾਨਾ ਜੰਡਿਆਲਾ ਗੁਰੂ ਨੇ ਆਪਣਾ ਨਾਮ ਹਰਪ੍ਰੀਤ ਰੱਖ ਲਿਆ ਹੈ।: [6, 467, 189, 501]
- bullet-icon: [203, 872, 209, 877]
- list-item: 1- ਇਕ ਬਿਜਲੀ ਮੀਟਰ ਕੁਨੈਕਸ਼ਨ ਨੰ: ਏਪੀ-170/ਏ.ਡੀ. ਜੋ ਕਿ ਮੇਰੇ ਨਾਮ 'ਤੇ ਤਬਦੀਲ ਕਰਵਾਉਣਾ ਹੈ। ਜੇ ਕਿਸੇ ਨੂੰ ਕੋਈ ਇਤਰਾਜ਼ ਹੈ ਤਾਂ 15 ਦਿਨਾਂ ਦੇ ਅੰਦਰ ਸਬੰਧਤ ਦਫ਼ਤਰ ਵਿਖੇ ਸੰਪਰਕ ਕਰ ਸਕਦਾ ਹੈ।: [6, 646, 189, 691]
- bullet-icon: [393, 512, 399, 518]
- bank-borrower-name: ਨਾਮ : ਸ਼੍ਰੀ ਕਰਤਾਰ ਸਿੰਘ ਪੁੱਤਰ ਸ਼੍ਰੀ ਗੁਰਦਿਆਲ ਸਿੰਘ: [593, 197, 748, 206]
- notice-signature: ਮਿਤੀ: 07-04-2025: [707, 731, 764, 740]
- bullet-icon: [203, 283, 209, 288]
- bullet-icon: [203, 352, 209, 358]
- list-item: ਮੈਂ ਧਰਮ ਸਿੰਘ ਪੁੱਤਰ ਤਰਸੇਮ ਸਿੰਘ ਵਾਸੀ ਮਕਾਨ ਨੰ: 8 ਨੇ ਆਪਣਾ ਨਾਮ ਬਦਲ ਕੇ ਧਰਮ ਰੱਖ ਲਿਆ ਹੈ।: [6, 570, 189, 593]
- list-item: ਮੈਂ ਗੁਰਦੀਪ ਸਿੰਘ ਪੁੱਤਰ ਬਲਵੀਰ ਸਿੰਘ ਵਾਸੀ ਮਕਾਨ ਨੰ: 1759, ਗਲੀ ਨੰ: 4 ਅਮਰ ਨਗਰ ਜਲੰਧਰ ਨੇ ਆਪਣਾ ਨਾਮ ਬਦਲ ਕੇ ਗੁਰਦੀਪ ਰੱਖ ਲਿਆ ਹੈ।: [6, 275, 189, 310]
- bullet-icon: [393, 305, 399, 311]
- public-notice-0: [588, 269, 770, 348]
- list-item: ਮੈਂ ਗੁਰਮੀਤ ਸਿੰਘ ਪੁੱਤਰ ਸੰਤੋਖ ਸਿੰਘ ਵਾਸੀ ਮਕਾਨ ਨੰ: 3213 ਆਪਣੇ ਲੜਕੇ ਨੂੰ ਬੇਦਖ਼ਲ ਕਰਦਾ ਹਾਂ।: [393, 455, 574, 478]
- list-item: ਅਸੀਂ, ਬਲਵਿੰਦਰ ਸਿੰਘ ਪੁੱਤਰ ਮਨਜੀਤ ਸਿੰਘ ਅਤੇ ਪਤਨੀ ਆਪਣੇ ਪੁੱਤਰ ਤੇ ਨੂੰਹ ਨੂੰ ਬੇਦਖ਼ਲ ਕਰਦੇ ਹਾਂ।: [393, 482, 574, 505]
- bullet-icon: [588, 775, 593, 780]
- bullet-icon: [393, 344, 399, 349]
- bullet-icon: [203, 245, 209, 251]
- bank-notice-title: ਸੰਕੇਤਕ ਕਬਜ਼ਾ ਸੂਚਨਾ (ਅਚੱਲ ਜਾਇਦਾਦ ਲਈ): [597, 98, 760, 109]
- story-0-photo: [972, 78, 1489, 244]
- page-grid: [6, 50, 1506, 1257]
- bullet-icon: [203, 791, 209, 796]
- list-item: ਮੈਂ ਨਿਰਮਲ ਸਿੰਘ ਪੁੱਤਰ ਬਲਦੇਵ ਸਿੰਘ ਵਾਸੀ ਮਕਾਨ ਨੰ: 7171 ਆਪਣੇ ਪੁੱਤਰ ਨੂੰ ਬੇਦਖ਼ਲ ਕਰਦਾ ਹਾਂ।: [393, 509, 574, 532]
- list-item-en: I, Pola Singh S/o Piara Singh R/o Akanwali Teh Tohana (Fatehabad) have change my name Pola Singh. That Pola is my name and Singh Surname.: [203, 649, 379, 715]
- advertiser-request-body: 'ਅਖ਼ਬਾਰ ਹੱਕ ਸੱਚ ਦਾ ਪਹਿਰੇਦਾਰ' ਦੇ ਇਸ਼ਤਿਹਾਰ ਦਾਤਿਆਂ ਨੂੰ ਬੇਨਤੀ ਹੈ ਕਿ ਆਪਣੇ ਇਸ਼ਤਿਹਾਰ ਭੇਜਣ ਲਈ ਈ-ਮੇਲ ਅਤੇ ਵਟਸਐਪ ਨੰਬਰ ਦੀ ਵਰਤੋਂ ਕਰੋ ਜੀ।: [789, 252, 951, 282]
